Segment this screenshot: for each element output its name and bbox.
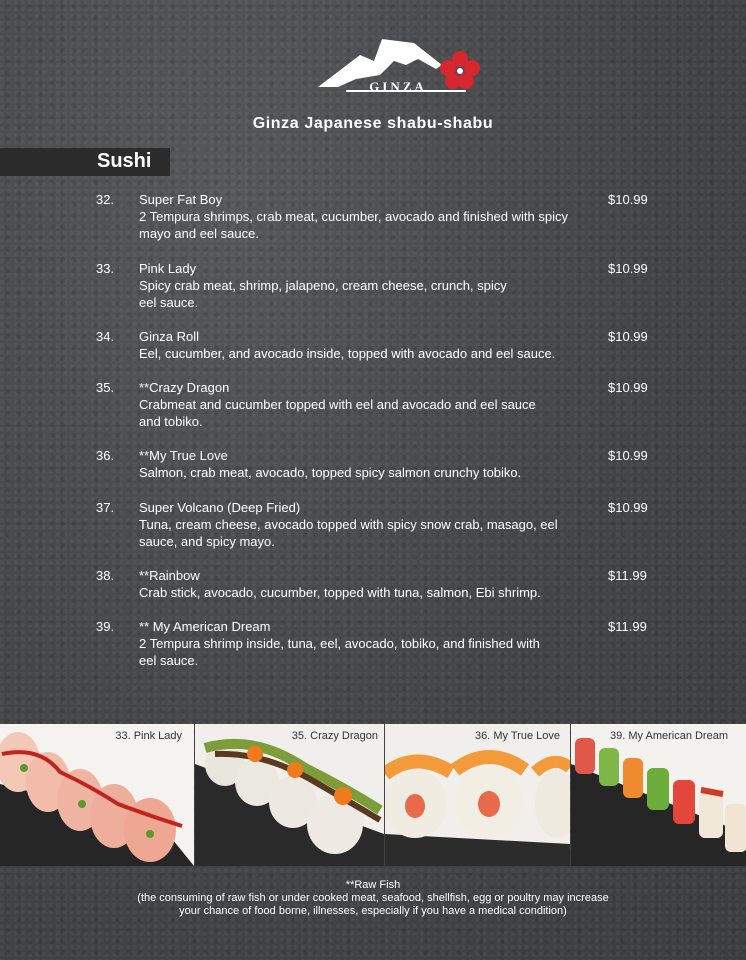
item-description: Spicy crab meat, shrimp, jalapeno, cream cheese, crunch, spicy eel sauce. xyxy=(139,278,507,310)
item-price: $10.99 xyxy=(608,448,648,463)
item-price: $11.99 xyxy=(608,568,647,583)
restaurant-subtitle: Ginza Japanese shabu-shabu xyxy=(252,115,494,132)
item-name: Ginza Roll xyxy=(139,329,199,344)
item-number: 34. xyxy=(96,329,115,344)
item-price: $10.99 xyxy=(608,500,648,515)
item-description: 2 Tempura shrimps, crab meat, cucumber, avocado and finished with spicy mayo and eel sauce. xyxy=(139,209,568,241)
photo-my-american-dream xyxy=(571,724,746,866)
item-description: Tuna, cream cheese, avocado topped with spicy snow crab, masago, eel sauce, and spicy mayo. xyxy=(139,517,558,549)
photo-strip xyxy=(0,724,746,866)
item-description: 2 Tempura shrimp inside, tuna, eel, avocado, tobiko, and finished with eel sauce. xyxy=(139,636,540,668)
item-price: $10.99 xyxy=(608,380,648,395)
item-number: 32. xyxy=(96,192,115,207)
item-name: **Crazy Dragon xyxy=(139,380,230,395)
item-number: 35. xyxy=(96,380,115,395)
item-number: 39. xyxy=(96,619,115,634)
item-description: Salmon, crab meat, avocado, topped spicy salmon crunchy tobiko. xyxy=(139,465,522,480)
photo-caption: 35. Crazy Dragon xyxy=(291,730,378,742)
item-name: ** My American Dream xyxy=(139,619,271,634)
item-name: Super Volcano (Deep Fried) xyxy=(139,500,301,515)
disclaimer-heading: **Raw Fish xyxy=(345,879,401,891)
item-price: $10.99 xyxy=(608,261,648,276)
item-number: 38. xyxy=(96,568,115,583)
item-description: Crab stick, avocado, cucumber, topped with tuna, salmon, Ebi shrimp. xyxy=(139,585,541,600)
item-price: $11.99 xyxy=(608,619,647,634)
photo-crazy-dragon xyxy=(195,724,384,866)
raw-fish-disclaimer xyxy=(0,879,746,918)
item-price: $10.99 xyxy=(608,329,648,344)
item-description: Crabmeat and cucumber topped with eel and avocado and eel sauce and tobiko. xyxy=(139,397,536,429)
ginza-logo xyxy=(316,35,486,97)
photo-caption: 36. My True Love xyxy=(475,730,560,742)
item-name: **Rainbow xyxy=(139,568,200,583)
photo-my-true-love xyxy=(385,724,570,866)
photo-caption: 39. My American Dream xyxy=(610,730,728,742)
item-number: 33. xyxy=(96,261,115,276)
logo-wordmark: GINZA xyxy=(369,79,427,94)
photo-pink-lady xyxy=(0,724,194,866)
item-number: 36. xyxy=(96,448,115,463)
disclaimer-text: (the consuming of raw fish or under cooked meat, seafood, shellfish, egg or poultry may increase your chance of food borne, illnesses, especially if you have a medical condition) xyxy=(137,892,609,917)
item-name: Super Fat Boy xyxy=(139,192,223,207)
item-name: Pink Lady xyxy=(139,261,197,276)
item-price: $10.99 xyxy=(608,192,648,207)
section-title: Sushi xyxy=(97,150,152,172)
item-name: **My True Love xyxy=(139,448,228,463)
item-description: Eel, cucumber, and avocado inside, topped with avocado and eel sauce. xyxy=(139,346,556,361)
photo-caption: 33. Pink Lady xyxy=(115,730,182,742)
item-number: 37. xyxy=(96,500,115,515)
